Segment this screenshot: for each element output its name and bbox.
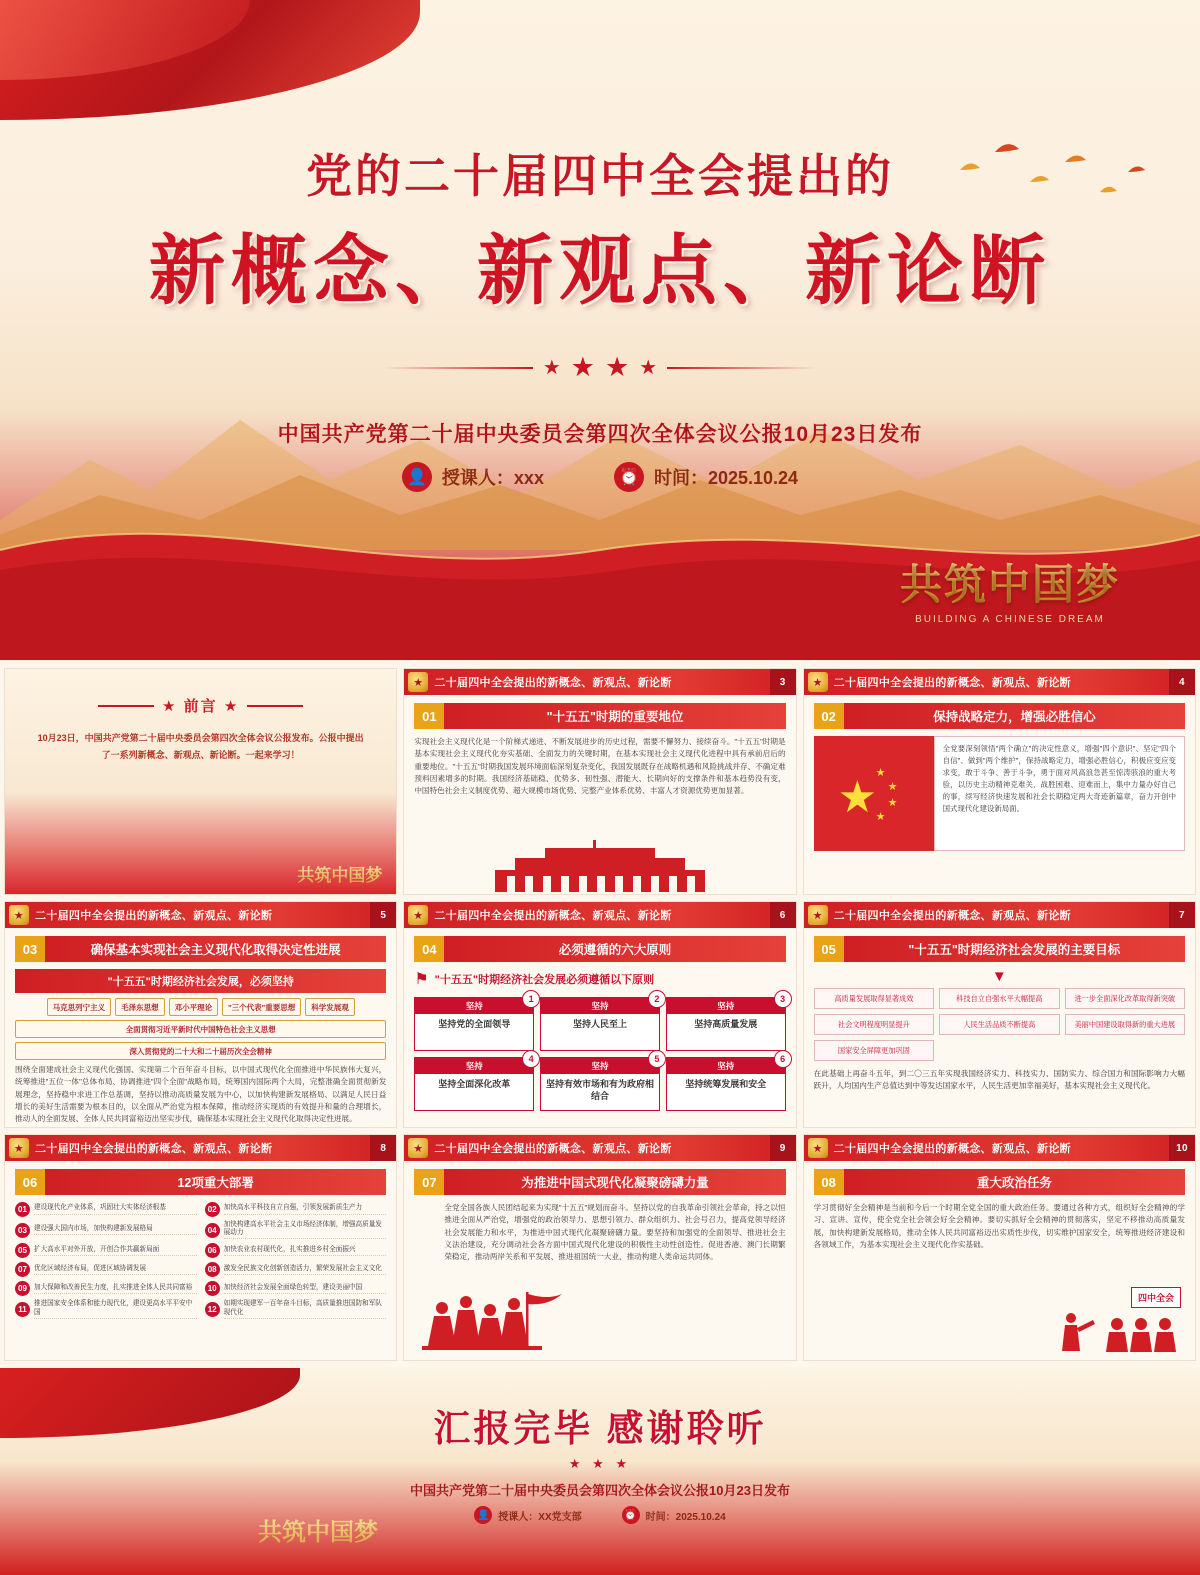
principle-item[interactable] <box>540 1054 660 1111</box>
principle-index: 6 <box>774 1050 792 1068</box>
preface-body: 10月23日，中国共产党第二十届中央委员会第四次全体会议公报发布。公报中提出了一系列新概念、新观点、新论断。一起来学习！ <box>37 733 364 761</box>
list-item[interactable] <box>15 1202 197 1217</box>
tag-item: "三个代表"重要思想 <box>222 998 301 1016</box>
list-item[interactable] <box>15 1300 197 1318</box>
item-text: 加快农业农村现代化，扎实推进乡村全面振兴 <box>224 1246 387 1256</box>
preface-title: ★ 前言 ★ <box>162 698 240 715</box>
meeting-badge: 四中全会 <box>1131 1287 1181 1308</box>
slide-header-bar <box>404 902 795 928</box>
tiananmen-building-icon <box>485 840 715 892</box>
people-celebrating-icon <box>414 1286 564 1356</box>
slide-body <box>5 928 396 1127</box>
principle-item[interactable] <box>666 994 786 1051</box>
closing-star-divider: ★ ★ ★ <box>568 1456 632 1471</box>
section-subtitle: "十五五"时期经济社会发展，必须坚持 <box>15 969 386 993</box>
closing-slide <box>0 1368 1200 1575</box>
goal-item: 社会文明程度明显提升 <box>814 1014 934 1035</box>
section-number: 04 <box>414 936 444 962</box>
flag-small-star: ★ <box>875 811 886 823</box>
section-paragraph: 学习贯彻好全会精神是当前和今后一个时期全党全国的重大政治任务。要通过各种方式，组织好全会精神的学习、宣讲、宣传，使全党全社会领会好全会精神。要切实抓好全会精神的贯彻落实，坚定不移推动高质量发展，加快构建新发展格局，推动全体人民共同富裕迈出实质性步伐，切实维护国家安全，统筹推进经济建设和各领域工作，为基本实现社会主义现代化作实基础。 <box>813 1203 1185 1249</box>
list-item[interactable] <box>205 1243 387 1258</box>
page-number: 5 <box>370 902 396 928</box>
principle-caption: 坚持 <box>667 998 785 1014</box>
flag-icon: ⚑ <box>414 971 429 988</box>
section-title: "十五五"时期经济社会发展的主要目标 <box>844 936 1185 962</box>
slide-body <box>404 1161 795 1360</box>
item-number: 09 <box>15 1281 30 1296</box>
section-paragraph: 围绕全面建成社会主义现代化强国、实现第二个百年奋斗目标，以中国式现代化全面推进中华民族伟大复兴，统筹推进"五位一体"总体布局、协调推进"四个全面"战略布局，统筹国内国际两个大局，完整准确全面贯彻新发展理念，坚持稳中求进工作总基调，坚持以推动高质量发展为中心，以加快构建新发展格局、以满足人民日益增长的美好生活需要为根本目的，以全面从严治党为根本保障，推动经济实现质的有效提升和量的合理增长，推动人的全面发展、全体人民共同富裕迈出坚实步伐，确保基本实现社会主义现代化取得决定性进展。 <box>15 1065 387 1124</box>
party-emblem-icon: ★ <box>808 905 828 925</box>
flag-small-star: ★ <box>887 797 898 809</box>
list-item[interactable] <box>15 1243 197 1258</box>
page-number: 6 <box>770 902 796 928</box>
goal-item: 美丽中国建设取得新的重大进展 <box>1065 1014 1185 1035</box>
party-emblem-icon: ★ <box>408 905 428 925</box>
principles-subtitle-row <box>414 969 785 989</box>
goal-note: 在此基础上再奋斗五年，到二〇三五年实现我国经济实力、科技实力、国防实力、综合国力和国际影响力大幅跃升，人均国内生产总值达到中等发达国家水平，人民生活更加幸福美好，基本实现社会主义现代化。 <box>813 1069 1185 1091</box>
list-item[interactable] <box>205 1221 387 1239</box>
principle-index: 2 <box>648 990 666 1008</box>
speaker-audience-icon <box>1055 1308 1185 1354</box>
item-number: 08 <box>205 1262 220 1277</box>
slide-header-text: 二十届四中全会提出的新概念、新观点、新论断 <box>35 910 273 922</box>
closing-title: 汇报完毕 感谢聆听 <box>433 1408 767 1449</box>
slide-03[interactable] <box>4 901 397 1128</box>
divider-line <box>247 705 303 707</box>
slide-preface[interactable] <box>4 668 397 895</box>
flag-and-text <box>814 736 1185 851</box>
principle-caption: 坚持 <box>667 1058 785 1074</box>
slide-header-text: 二十届四中全会提出的新概念、新观点、新论断 <box>434 910 672 922</box>
slide-row-2 <box>0 901 1200 1134</box>
preface-heading <box>5 695 396 716</box>
slide-header-bar <box>404 669 795 695</box>
section-title: 重大政治任务 <box>844 1169 1185 1195</box>
seal-en-text: BUILDING A CHINESE DREAM <box>915 614 1105 625</box>
goal-item: 进一步全面深化改革取得新突破 <box>1065 988 1185 1009</box>
closing-time-label: 时间：2025.10.24 <box>645 1511 726 1523</box>
item-number: 06 <box>205 1243 220 1258</box>
principle-text: 坚持统筹发展和安全 <box>685 1079 767 1089</box>
person-icon: 👤 <box>402 462 432 492</box>
time-meta <box>614 462 798 492</box>
star-divider <box>0 352 1200 383</box>
page-number: 8 <box>370 1135 396 1161</box>
section-number: 03 <box>15 936 45 962</box>
party-emblem-icon: ★ <box>9 905 29 925</box>
slide-body <box>5 1161 396 1360</box>
list-item[interactable] <box>15 1221 197 1239</box>
section-paragraph: 全党全国各族人民团结起来为实现"十五五"规划而奋斗。坚持以党的自我革命引领社会革命，持之以恒推进全面从严治党，增强党的政治领导力、思想引领力、群众组织力、社会号召力，提高党领导经济社会发展能力和水平，为推进中国式现代化凝聚磅礴力量。要坚持和加强党的全面领导、推进社会主义法治建设，充分调动社会各方面中国式现代化建设的积极性主动性创造性。促进香港、澳门长期繁荣稳定，推动两岸关系和平发展、推进祖国统一大业，推动构建人类命运共同体。 <box>444 1203 786 1262</box>
principle-item[interactable] <box>414 1054 534 1111</box>
slide-header-text: 二十届四中全会提出的新概念、新观点、新论断 <box>434 1143 672 1155</box>
goals-grid <box>814 988 1185 1061</box>
flag-big-star: ★ <box>837 773 878 822</box>
slide-header-bar <box>5 902 396 928</box>
item-text: 建设现代化产业体系，巩固壮大实体经济根基 <box>34 1204 197 1214</box>
party-emblem-icon: ★ <box>9 1138 29 1158</box>
tag-item: 马克思列宁主义 <box>47 998 112 1016</box>
party-emblem-icon: ★ <box>408 672 428 692</box>
slide-body <box>804 695 1195 894</box>
slide-header-bar <box>804 902 1195 928</box>
page-number: 10 <box>1169 1135 1195 1161</box>
party-emblem-icon: ★ <box>808 1138 828 1158</box>
section-number: 05 <box>814 936 844 962</box>
down-arrow-icon: ▼ <box>991 968 1007 985</box>
slide-body <box>804 928 1195 1127</box>
goal-item: 高质量发展取得显著成效 <box>814 988 934 1009</box>
item-number: 02 <box>205 1202 220 1217</box>
cover-slide <box>0 0 1200 660</box>
slide-header-bar <box>5 1135 396 1161</box>
star-icon: ★ <box>570 352 595 382</box>
slide-row-1 <box>0 668 1200 901</box>
item-text: 扩大高水平对外开放，开创合作共赢新局面 <box>34 1246 197 1256</box>
goal-item: 人民生活品质不断提高 <box>939 1014 1059 1035</box>
principle-index: 4 <box>522 1050 540 1068</box>
section-title: "十五五"时期的重要地位 <box>444 703 785 729</box>
slide-08[interactable] <box>803 1134 1196 1361</box>
slide-body <box>804 1161 1195 1360</box>
section-paragraph: 实现社会主义现代化是一个阶梯式递进、不断发展进步的历史过程，需要不懈努力、接续奋斗。"十五五"时期是基本实现社会主义现代化夯实基础、全面发力的关键时期，在基本实现社会主义现代化进程中具有承前启后的重要地位。"十五五"时期我国发展环境面临深刻复杂变化，我国发展既存在战略机遇和风险挑战并存、不确定难预料因素增多的时期。我国经济基础稳、优势多、韧性强、潜能大、长期向好的支撑条件和基本趋势没有变，中国特色社会主义制度优势、超大规模市场优势、完整产业体系优势、丰富人才资源优势更加显著。 <box>414 737 786 796</box>
item-text: 优化区域经济布局，促进区域协调发展 <box>34 1265 197 1275</box>
item-text: 加快构建高水平社会主义市场经济体制，增强高质量发展动力 <box>224 1221 387 1239</box>
tag-item: 科学发展观 <box>305 998 355 1016</box>
divider-line-right <box>667 367 817 369</box>
principle-text: 坚持人民至上 <box>572 1019 627 1029</box>
divider-line <box>98 705 154 707</box>
slide-header-text: 二十届四中全会提出的新概念、新观点、新论断 <box>833 910 1071 922</box>
principle-item[interactable] <box>666 1054 786 1111</box>
section-title: 确保基本实现社会主义现代化取得决定性进展 <box>45 936 386 962</box>
section-title-row <box>414 936 785 962</box>
item-text: 加大保障和改善民生力度，扎实推进全体人民共同富裕 <box>34 1284 197 1294</box>
star-icon: ★ <box>542 357 561 379</box>
slide-header-text: 二十届四中全会提出的新概念、新观点、新论断 <box>35 1143 273 1155</box>
item-text: 如期实现建军一百年奋斗目标，高质量推进国防和军队现代化 <box>224 1300 387 1318</box>
seal-cn-text: 共筑中国梦 <box>895 552 1125 612</box>
party-emblem-icon: ★ <box>408 1138 428 1158</box>
speaker-label: 授课人：xxx <box>441 468 544 488</box>
closing-meta <box>0 1506 1200 1524</box>
slide-04[interactable] <box>403 901 796 1128</box>
star-icon: ★ <box>639 357 658 379</box>
item-text: 激发全民族文化创新创造活力，繁荣发展社会主义文化 <box>224 1265 387 1275</box>
closing-speaker-meta <box>474 1506 581 1524</box>
star-icon: ★ <box>605 352 630 382</box>
slide-header-text: 二十届四中全会提出的新概念、新观点、新论断 <box>434 677 672 689</box>
clock-icon: ⏰ <box>614 462 644 492</box>
list-item[interactable] <box>205 1262 387 1277</box>
section-paragraph: 全党要深刻领悟"两个确立"的决定性意义，增强"四个意识"、坚定"四个自信"、做到"两个维护"，保持战略定力，增强必胜信心，积极应变应变求变，敢于斗争、善于斗争，勇于面对风高浪急甚至惊涛骇浪的重大考验，以历史主动精神克难关、战胜困难、迎难而上，集中力量办好自己的事，续写经济快速发展和社会长期稳定两大奇迹新篇章，奋力开创中国式现代化建设新局面。 <box>934 736 1185 851</box>
item-text: 推进国家安全体系和能力现代化，建设更高水平平安中国 <box>34 1300 197 1318</box>
dream-seal-closing: 共筑中国梦 <box>258 1512 378 1547</box>
slide-header-bar <box>804 1135 1195 1161</box>
ideology-tags <box>15 998 386 1060</box>
section-title: 必须遵循的六大原则 <box>444 936 785 962</box>
principle-text: 坚持有效市场和有为政府相结合 <box>545 1079 654 1101</box>
cover-subtitle: 中国共产党第二十届中央委员会第四次全体会议公报10月23日发布 <box>277 423 923 446</box>
principle-caption: 坚持 <box>541 1058 659 1074</box>
cover-title-line1: 党的二十届四中全会提出的 <box>306 150 894 202</box>
item-number: 05 <box>15 1243 30 1258</box>
speaker-meta <box>402 462 544 492</box>
item-number: 12 <box>205 1302 220 1317</box>
principles-subtitle: "十五五"时期经济社会发展必须遵循以下原则 <box>434 974 655 986</box>
item-number: 03 <box>15 1223 30 1238</box>
slide-header-bar <box>404 1135 795 1161</box>
slide-header-text: 二十届四中全会提出的新概念、新观点、新论断 <box>833 1143 1071 1155</box>
cover-meta <box>0 462 1200 492</box>
slide-02[interactable] <box>803 668 1196 895</box>
closing-subtitle: 中国共产党第二十届中央委员会第四次全体会议公报10月23日发布 <box>410 1483 790 1498</box>
principle-index: 1 <box>522 990 540 1008</box>
section-title-row <box>15 936 386 962</box>
goal-item: 国家安全屏障更加巩固 <box>814 1040 934 1061</box>
principle-caption: 坚持 <box>541 998 659 1014</box>
section-number: 08 <box>814 1169 844 1195</box>
item-number: 10 <box>205 1281 220 1296</box>
section-title: 保持战略定力，增强必胜信心 <box>844 703 1185 729</box>
section-title-row <box>414 1169 785 1195</box>
tag-item: 全面贯彻习近平新时代中国特色社会主义思想 <box>15 1020 386 1038</box>
tag-item: 毛泽东思想 <box>115 998 165 1016</box>
slide-body <box>404 928 795 1127</box>
china-flag-icon <box>814 736 934 851</box>
section-number: 02 <box>814 703 844 729</box>
slide-05[interactable] <box>803 901 1196 1128</box>
slide-07[interactable] <box>403 1134 796 1361</box>
clock-icon: ⏰ <box>622 1506 640 1524</box>
principles-grid <box>414 994 786 1111</box>
dream-seal-small: 共筑中国梦 <box>297 861 382 886</box>
closing-time-meta <box>622 1506 726 1524</box>
slide-header-bar <box>804 669 1195 695</box>
list-item[interactable] <box>205 1202 387 1217</box>
closing-speaker-label: 授课人：XX党支部 <box>498 1511 582 1523</box>
section-number: 07 <box>414 1169 444 1195</box>
slide-grid <box>0 668 1200 1367</box>
item-text: 加快高水平科技自立自强，引领发展新质生产力 <box>224 1204 387 1214</box>
item-text: 建设强大国内市场，加快构建新发展格局 <box>34 1225 197 1235</box>
page-number: 3 <box>770 669 796 695</box>
principle-item[interactable] <box>540 994 660 1051</box>
slide-01[interactable] <box>403 668 796 895</box>
item-number: 04 <box>205 1223 220 1238</box>
flag-small-star: ★ <box>887 781 898 793</box>
section-title: 为推进中国式现代化凝聚磅礴力量 <box>444 1169 785 1195</box>
slide-06[interactable] <box>4 1134 397 1361</box>
section-title-row <box>814 1169 1185 1195</box>
section-title-row <box>814 703 1185 729</box>
item-text: 加快经济社会发展全面绿色转型，建设美丽中国 <box>224 1284 387 1294</box>
goal-item: 科技自立自强水平大幅提高 <box>939 988 1059 1009</box>
dream-seal <box>895 552 1125 625</box>
person-icon: 👤 <box>474 1506 492 1524</box>
principle-item[interactable] <box>414 994 534 1051</box>
list-item[interactable] <box>15 1281 197 1296</box>
tag-item: 邓小平理论 <box>169 998 219 1016</box>
slide-header-text: 二十届四中全会提出的新概念、新观点、新论断 <box>833 677 1071 689</box>
list-item[interactable] <box>15 1262 197 1277</box>
principle-text: 坚持党的全面领导 <box>438 1019 511 1029</box>
principle-text: 坚持全面深化改革 <box>438 1079 511 1089</box>
divider-line-left <box>383 367 533 369</box>
item-number: 11 <box>15 1302 30 1317</box>
principle-caption: 坚持 <box>415 998 533 1014</box>
slide-body <box>404 695 795 894</box>
slide-row-3 <box>0 1134 1200 1367</box>
section-title-row <box>814 936 1185 962</box>
section-title-row <box>414 703 785 729</box>
flag-small-star: ★ <box>875 767 886 779</box>
section-title-row <box>15 1169 386 1195</box>
item-number: 07 <box>15 1262 30 1277</box>
time-label: 时间：2025.10.24 <box>653 468 799 488</box>
item-number: 01 <box>15 1202 30 1217</box>
principle-caption: 坚持 <box>415 1058 533 1074</box>
tag-item: 深入贯彻党的二十大和二十届历次全会精神 <box>15 1042 386 1060</box>
section-title: 12项重大部署 <box>45 1169 386 1195</box>
party-emblem-icon: ★ <box>808 672 828 692</box>
principle-text: 坚持高质量发展 <box>694 1019 758 1029</box>
principle-index: 5 <box>648 1050 666 1068</box>
cover-title-line2: 新概念、新观点、新论断 <box>149 229 1051 314</box>
list-item[interactable] <box>205 1281 387 1296</box>
section-number: 01 <box>414 703 444 729</box>
page-number: 4 <box>1169 669 1195 695</box>
deployment-list <box>15 1202 386 1319</box>
principle-index: 3 <box>774 990 792 1008</box>
page-number: 9 <box>770 1135 796 1161</box>
section-number: 06 <box>15 1169 45 1195</box>
list-item[interactable] <box>205 1300 387 1318</box>
page-number: 7 <box>1169 902 1195 928</box>
